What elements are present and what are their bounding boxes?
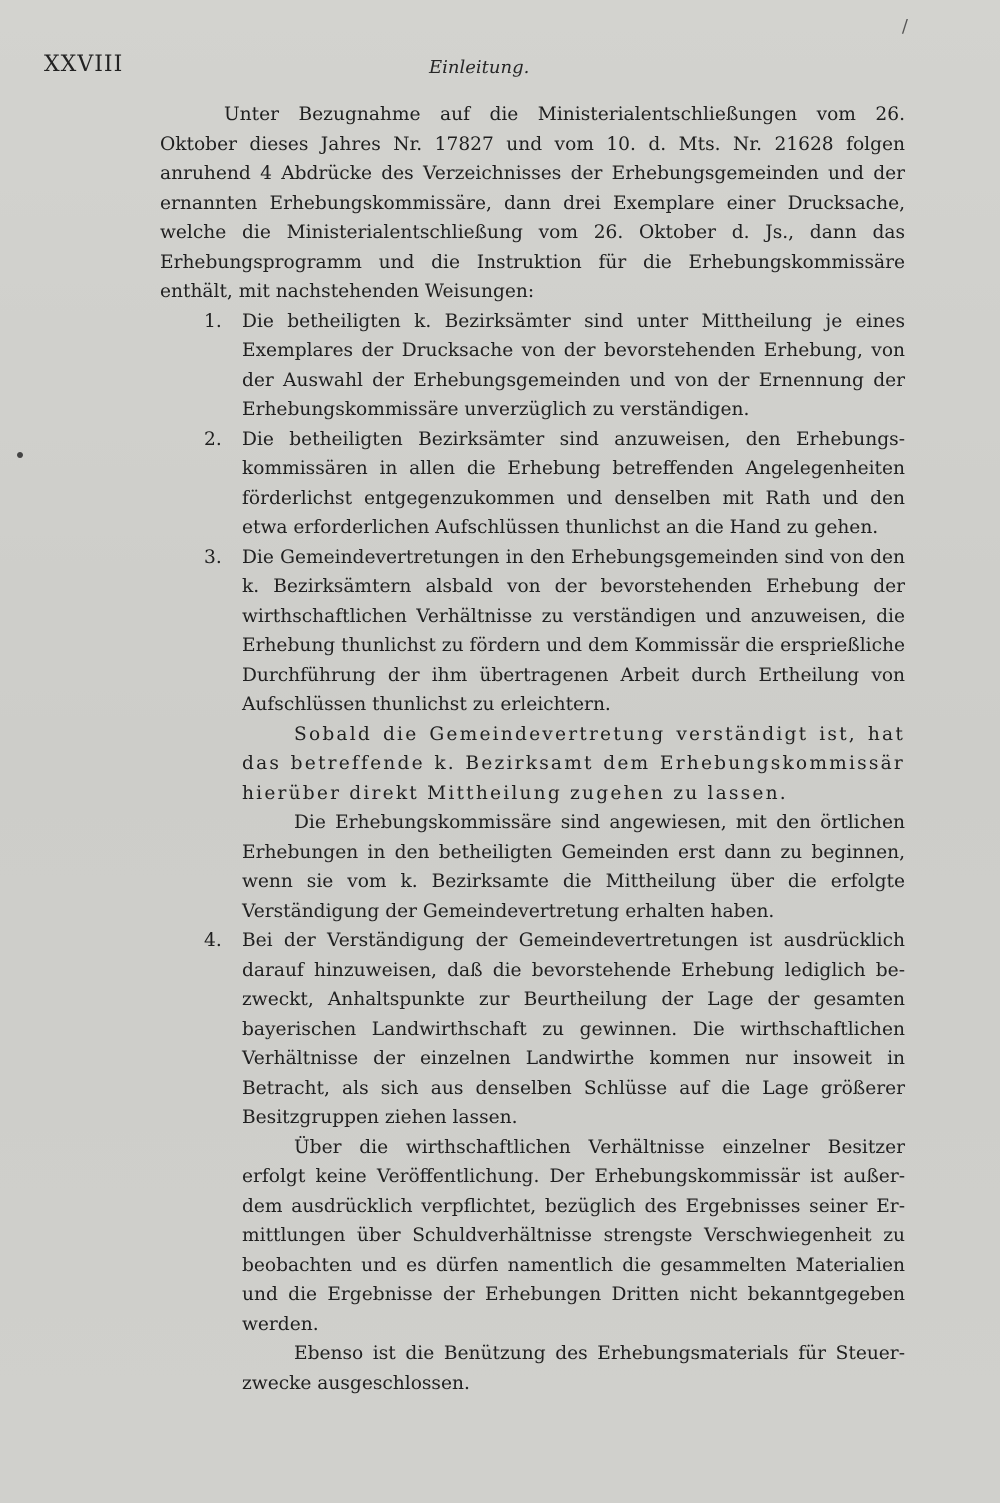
list-item-text: Die betheiligten k. Bezirksämter sind unter Mittheilung je eines Exemplares der Drucksache von der bevorstehenden Erhebung, von der Auswahl der Erhebungsgemeinden und von der Ernennung der Erhebungskommissäre unverzüglich zu verständigen. (242, 310, 905, 420)
intro-paragraph: Unter Bezugnahme auf die Ministerialentschließungen vom 26. Oktober dieses Jahres Nr. 17827 und vom 10. d. Mts. Nr. 21628 folgen anruhend 4 Abdrücke des Verzeichnisses der Erhebungsgemeinden und der ernannten Erhebungskommissäre, dann drei Exemplare einer Drucksache, welche die Ministerialentschließung vom 26. Oktober d. Js., dann das Erhebungsprogramm und die Instruktion für die Erhebungskommissäre enthält, mit nachstehenden Weisungen: (160, 104, 905, 302)
body-text (160, 100, 905, 1398)
list-item-number: 2. (204, 428, 222, 450)
list-item-4 (160, 926, 905, 1133)
margin-dot-mark (17, 452, 23, 458)
list-item-text: Die Gemeindevertretungen in den Erhebungsgemeinden sind von den k. Bezirksämtern alsbald von der bevorstehenden Erhebung der wirthschaftlichen Verhältnisse zu verständigen und anzuweisen, die Erhebung thunlichst zu fördern und dem Kommissär die ersprießliche Durchführung der ihm übertragenen Arbeit durch Ertheilung von Aufschlüssen thunlichst zu erleichtern. (242, 546, 905, 715)
item-3-subparagraph-1: Sobald die Gemeindevertretung verständigt ist, hat das betreffende k. Bezirksamt dem Erhebungskommissär hierüber direkt Mittheilung zugehen zu lassen. (242, 723, 905, 804)
item-4-subparagraph-2: Ebenso ist die Benützung des Erhebungsmaterials für Steuerzwecke ausgeschlossen. (242, 1343, 905, 1394)
page-header (44, 16, 940, 92)
list-item-number: 1. (204, 310, 222, 332)
list-item-1 (160, 307, 905, 425)
list-item-3 (160, 543, 905, 720)
page-number: XXVIII (44, 52, 124, 77)
list-item-2 (160, 425, 905, 543)
list-item-text: Bei der Verständigung der Gemeindevertretungen ist ausdrücklich darauf hinzuweisen, daß die bevorstehende Erhebung lediglich bezweckt, Anhaltspunkte zur Beurtheilung der Lage der gesamten bayerischen Landwirthschaft zu gewinnen. Die wirthschaftlichen Verhältnisse der einzelnen Landwirthe kommen nur insoweit in Betracht, als sich aus denselben Schlüsse auf die Lage größerer Besitzgruppen ziehen lassen. (242, 930, 905, 1128)
item-4-subparagraph-1: Über die wirthschaftlichen Verhältnisse einzelner Besitzer erfolgt keine Veröffentlichung. Der Erhebungskommissär ist außerdem ausdrücklich verpflichtet, bezüglich des Ergebnisses seiner Ermittlungen über Schuldverhältnisse strengste Verschwiegenheit zu beobachten und es dürfen namentlich die gesammelten Materialien und die Ergebnisse der Erhebungen Dritten nicht bekanntgegeben werden. (242, 1136, 905, 1335)
list-item-text: Die betheiligten Bezirksämter sind anzuweisen, den Erhebungskommissären in allen die Erhebung betreffenden Angelegenheiten förderlichst entgegenzukommen und denselben mit Rath und den etwa erforderlichen Aufschlüssen thunlichst an die Hand zu gehen. (242, 428, 905, 538)
list-item-number: 4. (204, 930, 222, 951)
margin-tick-mark: / (901, 16, 908, 37)
list-item-number: 3. (204, 546, 222, 568)
running-head: Einleitung. (429, 57, 530, 78)
item-3-subparagraph-2: Die Erhebungskommissäre sind angewiesen, mit den örtlichen Erhebungen in den betheiligten Gemeinden erst dann zu beginnen, wenn sie vom k. Bezirksamte die Mittheilung über die erfolgte Verständigung der Gemeindevertretung erhalten haben. (242, 812, 905, 922)
